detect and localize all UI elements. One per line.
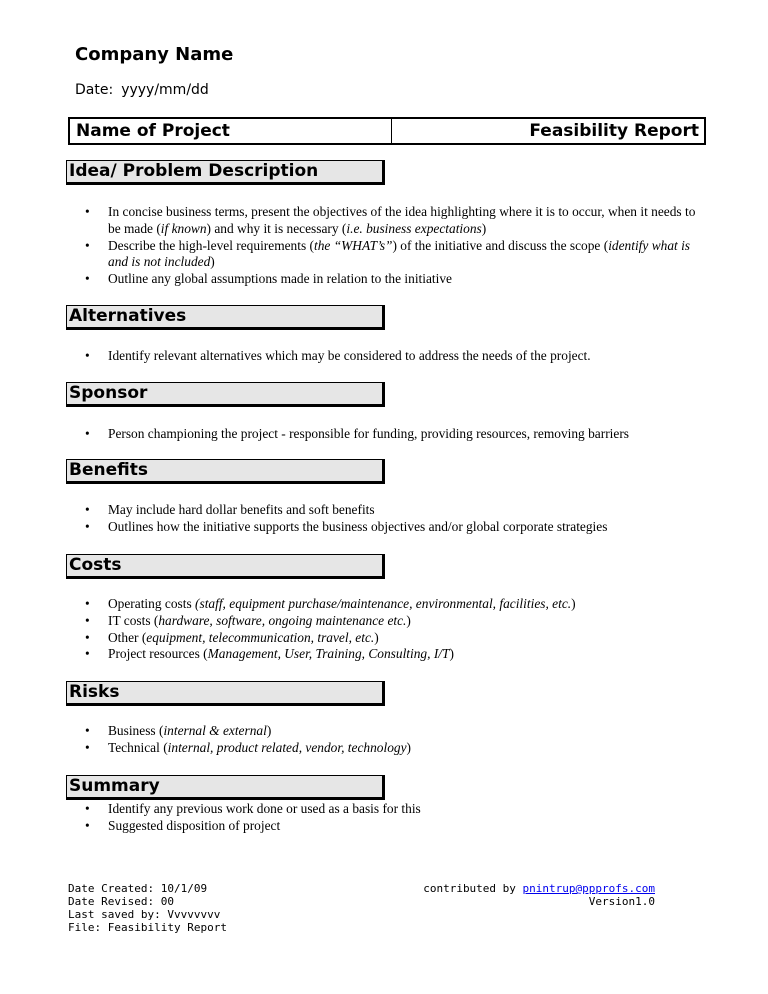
version-label: Version1.0 (588, 895, 655, 908)
section-heading-benefits: Benefits (66, 459, 385, 484)
contributed-by-line (412, 882, 655, 895)
alternatives-bullet-list (85, 348, 705, 365)
section-heading-sponsor: Sponsor (66, 382, 385, 407)
footer-contributor (412, 882, 655, 908)
date-value: yyyy/mm/dd (121, 82, 209, 98)
benefits-bullet-list (85, 502, 705, 536)
section-heading-costs: Costs (66, 554, 385, 579)
list-item: • Identify any previous work done or used as a basis for this (85, 801, 705, 818)
list-item: • Person championing the project - responsible for funding, providing resources, removing barriers (85, 426, 705, 443)
date-revised: Date Revised: 00 (68, 895, 174, 908)
list-item: • Operating costs (staff, equipment purchase/maintenance, environmental, facilities, etc.) (85, 596, 705, 613)
report-title-cell: Feasibility Report (529, 121, 699, 141)
list-item: • Project resources (Management, User, Training, Consulting, I/T) (85, 646, 705, 663)
costs-bullet-list (85, 596, 705, 663)
contributor-email-link[interactable]: pnintrup@ppprofs.com (522, 882, 655, 895)
date-created: Date Created: 10/1/09 (68, 882, 208, 895)
list-item: • Other (equipment, telecommunication, travel, etc.) (85, 630, 705, 647)
section-heading-summary: Summary (66, 775, 385, 800)
list-item: • Identify relevant alternatives which may be considered to address the needs of the project. (85, 348, 705, 365)
list-item: • Technical (internal, product related, vendor, technology) (85, 740, 705, 757)
sponsor-bullet-list (85, 426, 705, 443)
list-item: • Outline any global assumptions made in relation to the initiative (85, 271, 705, 288)
contributed-by-label: contributed by (423, 882, 523, 895)
risks-bullet-list (85, 723, 705, 757)
last-saved: Last saved by: Vvvvvvvv (68, 908, 221, 921)
list-item: • Business (internal & external) (85, 723, 705, 740)
file-name: File: Feasibility Report (68, 921, 227, 934)
company-name: Company Name (75, 44, 234, 65)
date-row (75, 82, 209, 98)
idea-bullet-list (85, 204, 705, 288)
project-name-cell: Name of Project (70, 119, 392, 143)
footer-metadata (68, 882, 227, 934)
list-item: • May include hard dollar benefits and soft benefits (85, 502, 705, 519)
list-item: • Describe the high-level requirements (the “WHAT’s”) of the initiative and discuss the scope (identify what is and is not included) (85, 238, 705, 272)
list-item: • In concise business terms, present the objectives of the idea highlighting where it is to occur, when it needs to be made (if known) and why it is necessary (i.e. business expectations) (85, 204, 705, 238)
summary-bullet-list (85, 801, 705, 835)
list-item: • Outlines how the initiative supports the business objectives and/or global corporate strategies (85, 519, 705, 536)
section-heading-idea: Idea/ Problem Description (66, 160, 385, 185)
project-table (68, 117, 706, 145)
list-item: • Suggested disposition of project (85, 818, 705, 835)
list-item: • IT costs (hardware, software, ongoing maintenance etc.) (85, 613, 705, 630)
section-heading-risks: Risks (66, 681, 385, 706)
section-heading-alternatives: Alternatives (66, 305, 385, 330)
date-label: Date: (75, 82, 114, 98)
